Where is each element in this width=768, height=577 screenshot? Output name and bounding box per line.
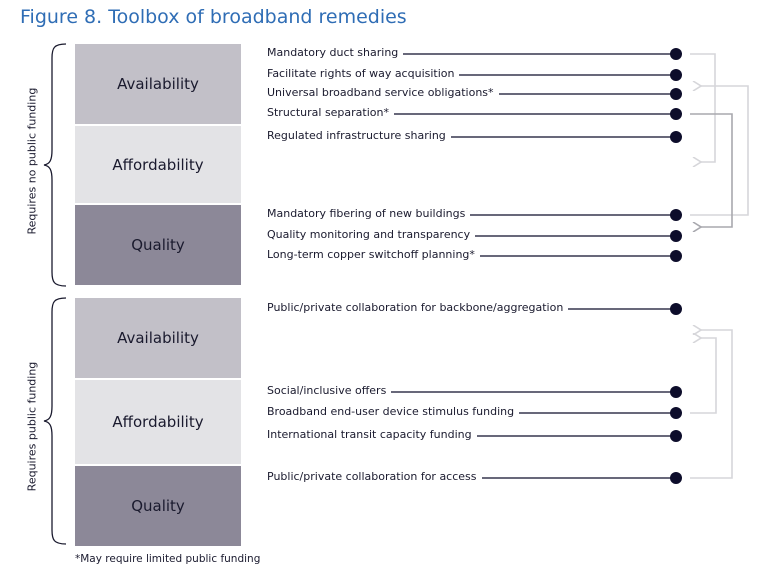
group-label-no-public-funding: Requires no public funding — [25, 87, 39, 235]
item-copper-switchoff: Long-term copper switchoff planning* — [267, 248, 480, 262]
item-rights-of-way: Facilitate rights of way acquisition — [267, 67, 459, 81]
block-label: Affordability — [112, 413, 204, 431]
item-dot — [670, 472, 682, 484]
arrow-light-quality-to-availability — [690, 330, 732, 478]
item-dot — [670, 386, 682, 398]
item-dot — [670, 250, 682, 262]
item-dot — [670, 131, 682, 143]
item-dot — [670, 209, 682, 221]
item-regulated-infrastructure-sharing: Regulated infrastructure sharing — [267, 129, 451, 143]
item-transit-capacity: International transit capacity funding — [267, 428, 477, 442]
block-label: Affordability — [112, 155, 204, 174]
item-dot — [670, 69, 682, 81]
item-dot — [670, 407, 682, 419]
block-label: Quality — [131, 236, 185, 254]
item-dot — [670, 430, 682, 442]
item-structural-separation: Structural separation* — [267, 106, 394, 120]
item-quality-monitoring: Quality monitoring and transparency — [267, 228, 475, 242]
group-label-public-funding: Requires public funding — [25, 361, 39, 492]
figure-title: Figure 8. Toolbox of broadband remedies — [20, 6, 407, 28]
item-backbone-collaboration: Public/private collaboration for backbone/aggregation — [267, 301, 568, 315]
block-label: Quality — [131, 497, 185, 515]
arrow-light-availability-to-affordability — [690, 54, 715, 162]
item-dot — [670, 48, 682, 60]
arrow-light-affordability-to-availability — [690, 338, 716, 413]
item-social-offers: Social/inclusive offers — [267, 384, 391, 398]
item-access-collaboration: Public/private collaboration for access — [267, 470, 482, 484]
item-mandatory-duct-sharing: Mandatory duct sharing — [267, 46, 403, 60]
item-dot — [670, 230, 682, 242]
arrow-light-quality-to-availability — [690, 86, 748, 215]
footnote: *May require limited public funding — [75, 553, 261, 565]
arrow-mid-availability-to-quality — [690, 114, 732, 227]
item-dot — [670, 88, 682, 100]
block-label: Availability — [117, 75, 199, 93]
block-label: Availability — [117, 329, 199, 347]
item-dot — [670, 108, 682, 120]
item-universal-service-obligations: Universal broadband service obligations* — [267, 86, 499, 100]
item-mandatory-fibering: Mandatory fibering of new buildings — [267, 207, 470, 221]
item-dot — [670, 303, 682, 315]
item-device-stimulus: Broadband end-user device stimulus funding — [267, 405, 519, 419]
